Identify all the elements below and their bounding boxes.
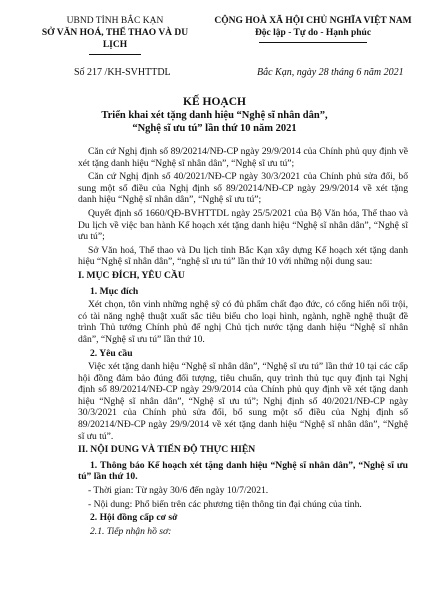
document-subtitle-line2: “Nghệ sĩ ưu tú” lần thứ 10 năm 2021	[132, 123, 297, 134]
requirements-paragraph: Việc xét tặng danh hiệu “Nghệ sĩ nhân dân”, “Nghệ sĩ ưu tú” lần thứ 10 tại các cấp hội đồng đảm bảo đúng đối tượng, tiêu chuẩn, quy trình thủ tục quy định tại Nghị định số 89/20214/NĐ-CP ngày 29/9/2014 của Chính phủ quy định về xét tặng danh hiệu “Nghệ sĩ nhân dân”, “Nghệ sĩ ưu tú”; Nghị định số 40/2021/NĐ-CP ngày 30/3/2021 của Chính phủ sửa đổi, bổ sung một số điều của Nghị định số 89/20214/NĐ-CP ngày 29/9/2014 về xét tặng danh hiệu “Nghệ sĩ nhân dân”, “Nghệ sĩ ưu tú”.	[78, 361, 408, 442]
document-date: Bắc Kạn, ngày 28 tháng 6 năm 2021	[257, 67, 404, 78]
issuer-underline	[89, 54, 141, 55]
section-heading-II: II. NỘI DUNG VÀ TIẾN ĐỘ THỰC HIỆN	[78, 444, 256, 456]
subsection-heading-announcement: 1. Thông báo Kế hoạch xét tặng danh hiệu “Nghệ sĩ nhân dân”, “Nghệ sĩ ưu tú” lần thứ 10.	[78, 459, 408, 483]
subsection-heading-purpose: 1. Mục đích	[90, 285, 139, 297]
purpose-paragraph: Xét chọn, tôn vinh những nghệ sỹ có đủ phẩm chất đạo đức, có cống hiến nổi trội, có tài năng nghệ thuật xuất sắc tiêu biểu cho loại hình, ngành, nghề nghệ thuật đề trình Thủ tướng Chính phủ để nghị Chủ tịch nước tặng danh hiệu “Nghệ sĩ nhân dân”, “Nghệ sĩ ưu tú” lần thứ 10.	[78, 299, 408, 345]
subsection-heading-requirements: 2. Yêu cầu	[90, 347, 133, 359]
issuer-province: UBND TỈNH BẮC KẠN	[66, 16, 164, 26]
national-motto: Độc lập - Tự do - Hạnh phúc	[254, 28, 372, 38]
intro-paragraph: Sở Văn hoá, Thể thao và Du lịch tỉnh Bắc Kạn xây dựng Kế hoạch xét tặng danh hiệu “Nghệ sĩ nhân dân”, “nghệ sĩ ưu tú” lần thứ 10 với những nội dung sau:	[78, 244, 408, 268]
announcement-content: - Nội dung: Phổ biến trên các phương tiện thông tin đại chúng của tỉnh.	[88, 498, 362, 510]
document-subtitle-line1: Triển khai xét tặng danh hiệu “Nghệ sĩ nhân dân”,	[101, 110, 328, 121]
subsection-heading-council: 2. Hội đồng cấp cơ sở	[90, 512, 178, 524]
legal-basis-1: Căn cứ Nghị định số 89/20214/NĐ-CP ngày 29/9/2014 của Chính phủ quy định về xét tặng danh hiệu “Nghệ sĩ nhân dân”, “Nghệ sĩ ưu tú”;	[78, 146, 408, 169]
document-number: Số 217 /KH-SVHTTDL	[74, 67, 171, 78]
legal-basis-3: Quyết định số 1660/QĐ-BVHTTDL ngày 25/5/2021 của Bộ Văn hóa, Thể thao và Du lịch về việc ban hành Kế hoạch xét tặng danh hiệu “Nghệ sĩ nhân dân”, “Nghệ sĩ ưu tú”;	[78, 207, 408, 243]
section-heading-I: I. MỤC ĐÍCH, YÊU CẦU	[78, 269, 185, 281]
national-name: CỘNG HOÀ XÃ HỘI CHỦ NGHĨA VIỆT NAM	[214, 16, 412, 26]
subsection-heading-receive-dossier: 2.1. Tiếp nhận hồ sơ:	[90, 525, 172, 537]
motto-underline	[259, 42, 367, 43]
document-title: KẾ HOẠCH	[183, 96, 246, 108]
issuer-header	[40, 15, 190, 55]
national-header	[213, 15, 413, 43]
issuer-department: SỞ VĂN HOÁ, THỂ THAO VÀ DU LỊCH	[41, 28, 189, 50]
legal-basis-2: Căn cứ Nghị định số 40/2021/NĐ-CP ngày 30/3/2021 của Chính phủ sửa đổi, bổ sung một số điều của Nghị định số 89/20214/NĐ-CP ngày 29/9/2014 về xét tặng danh hiệu “Nghệ sĩ nhân dân”, “Nghệ sĩ ưu tú”;	[78, 171, 408, 206]
document-body	[78, 146, 408, 539]
announcement-time: - Thời gian: Từ ngày 30/6 đến ngày 10/7/2021.	[88, 485, 269, 497]
